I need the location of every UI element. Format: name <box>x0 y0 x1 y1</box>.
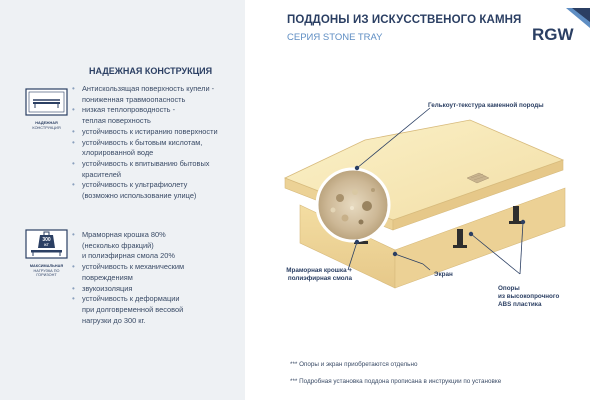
logo-text: RGW <box>532 25 574 44</box>
construction-caption-1: НАДЕЖНАЯ <box>35 121 58 125</box>
list-item: • устойчивость к истиранию поверхности <box>71 127 249 138</box>
weight-icon <box>25 229 68 259</box>
page-subtitle: СЕРИЯ STONE TRAY <box>287 32 383 43</box>
weight-unit: КГ <box>44 243 49 247</box>
list-item: • низкая теплопроводность - <box>71 105 249 116</box>
feature-list-material <box>71 230 249 326</box>
list-item: (несколько фракций) <box>82 240 154 250</box>
list-item: • устойчивость к бытовым кислотам, <box>71 138 249 149</box>
label-supports-1: Опоры <box>498 285 520 292</box>
feature-list-surface <box>71 84 249 202</box>
list-item: при долговременной весовой <box>82 304 184 314</box>
weight-value: 300 <box>42 237 51 243</box>
list-item: пониженная травмоопасность <box>82 94 186 104</box>
label-screen: Экран <box>434 271 453 278</box>
max-load-caption-1: МАКСИМАЛЬНАЯ <box>29 264 64 268</box>
max-load-badge <box>25 229 68 278</box>
label-gelcoat: Гелькоут-текстура каменной породы <box>428 102 544 109</box>
note-installation: *** Подробная установка поддона прописана в инструкции по установке <box>290 378 502 385</box>
label-marble-2: полиэфирная смола <box>287 275 352 282</box>
section-title: НАДЕЖНАЯ КОНСТРУКЦИЯ <box>89 66 213 76</box>
list-item: и полиэфирная смола 20% <box>82 251 175 261</box>
list-item: • устойчивость к механическим <box>71 262 249 273</box>
list-item: (возможно использование улице) <box>82 191 197 201</box>
list-item: нагрузки до 300 кг. <box>82 315 146 325</box>
list-item: • устойчивость к впитыванию бытовых <box>71 159 249 170</box>
label-supports-3: ABS пластика <box>498 301 542 308</box>
list-item: повреждениям <box>82 272 133 282</box>
construction-icon <box>25 88 68 116</box>
list-item: хлорированной воде <box>82 148 154 158</box>
stone-texture-magnifier <box>317 169 389 241</box>
list-item: • устойчивость к деформации <box>71 294 249 305</box>
list-item: • звукоизоляция <box>71 284 249 295</box>
page-title: ПОДДОНЫ ИЗ ИСКУССТВЕНОГО КАМНЯ <box>287 14 522 26</box>
list-item: • устойчивость к ультрафиолету <box>71 180 249 191</box>
construction-badge <box>25 88 68 130</box>
label-marble-1: Мраморная крошка + <box>286 267 352 274</box>
max-load-caption-2: НАГРУЗКА ПО ГОРИЗОНТ <box>33 268 60 278</box>
rgw-logo <box>528 6 592 46</box>
note-supports: *** Опоры и экран приобретаются отдельно <box>290 361 418 368</box>
label-supports-2: из высокопрочного <box>498 293 560 300</box>
list-item: • Мраморная крошка 80% <box>71 230 249 241</box>
list-item: теплая поверхность <box>82 116 151 126</box>
list-item: красителей <box>82 169 121 179</box>
list-item: • Антискользящая поверхность купели - <box>71 84 249 95</box>
construction-caption-2: КОНСТРУКЦИЯ <box>32 125 61 130</box>
